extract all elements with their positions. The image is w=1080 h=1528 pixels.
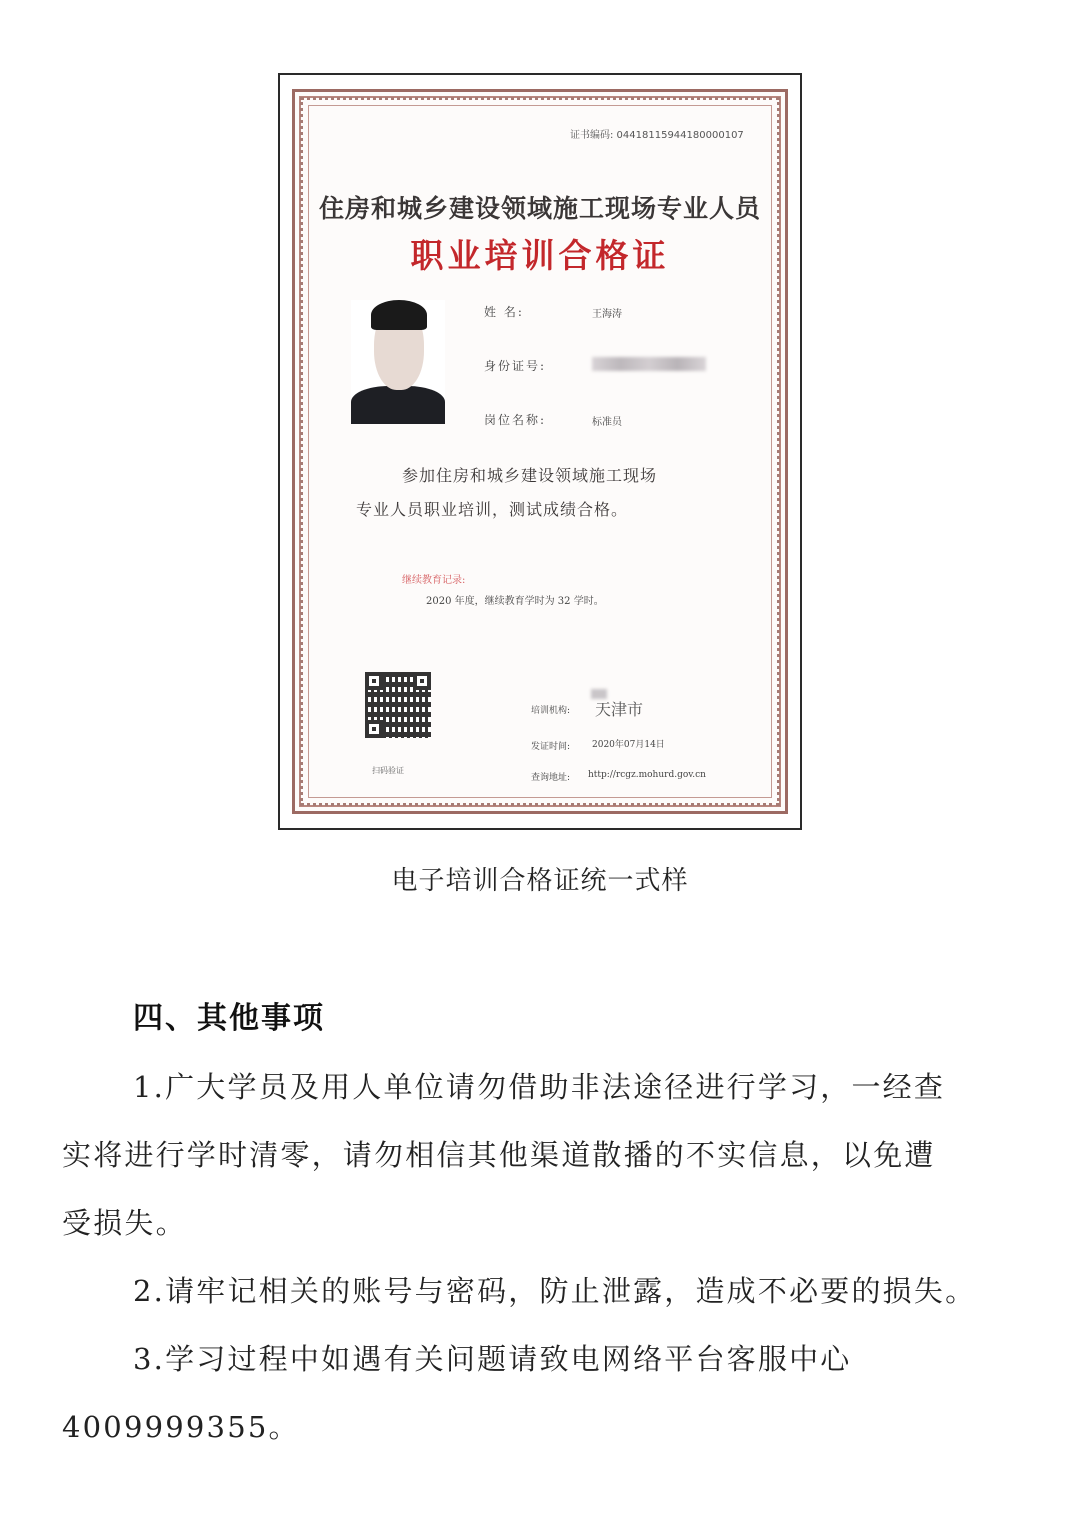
issue-date-label: 发证时间: <box>531 742 571 752</box>
query-address-value: http://rcgz.mohurd.gov.cn <box>588 770 706 780</box>
issue-date-value: 2020年07月14日 <box>592 740 665 750</box>
name-label: 姓 名: <box>484 305 524 319</box>
continuing-education-record: 2020 年度，继续教育学时为 32 学时。 <box>426 596 604 607</box>
section-heading: 四、其他事项 <box>133 1001 325 1036</box>
certificate-statement-line: 专业人员职业培训，测试成绩合格。 <box>356 500 629 519</box>
paragraph-line: 2.请牢记相关的账号与密码，防止泄露，造成不必要的损失。 <box>133 1274 977 1308</box>
certificate-title: 住房和城乡建设领域施工现场专业人员 <box>318 194 761 223</box>
continuing-education-label: 继续教育记录: <box>402 575 466 586</box>
qr-caption: 扫码验证 <box>372 766 404 775</box>
paragraph-line: 3.学习过程中如遇有关问题请致电网络平台客服中心 <box>133 1342 852 1376</box>
paragraph-line: 1.广大学员及用人单位请勿借助非法途径进行学习，一经查 <box>133 1070 946 1104</box>
qr-code[interactable] <box>365 672 431 738</box>
name-value: 王海涛 <box>592 309 622 320</box>
certificate-statement-line: 参加住房和城乡建设领域施工现场 <box>402 466 658 485</box>
certificate-statement <box>356 459 736 527</box>
training-org-value: 天津市 <box>595 700 644 719</box>
figure-caption: 电子培训合格证统一式样 <box>391 866 689 896</box>
certificate-subtitle: 职业培训合格证 <box>410 236 670 275</box>
certificate-number: 证书编码: 04418115944180000107 <box>570 130 744 141</box>
training-org-label: 培训机构: <box>531 706 571 716</box>
id-number-label: 身份证号: <box>484 359 547 373</box>
paragraph-line: 受损失。 <box>62 1206 187 1240</box>
paragraph-line: 4009999355。 <box>62 1410 300 1444</box>
certificate-image <box>278 73 802 830</box>
paragraph-line: 实将进行学时清零，请勿相信其他渠道散播的不实信息，以免遭 <box>62 1138 936 1172</box>
id-photo <box>351 300 445 424</box>
id-number-redacted <box>592 357 706 371</box>
position-value: 标准员 <box>592 417 622 428</box>
position-label: 岗位名称: <box>484 413 547 427</box>
query-address-label: 查询地址: <box>531 773 571 783</box>
